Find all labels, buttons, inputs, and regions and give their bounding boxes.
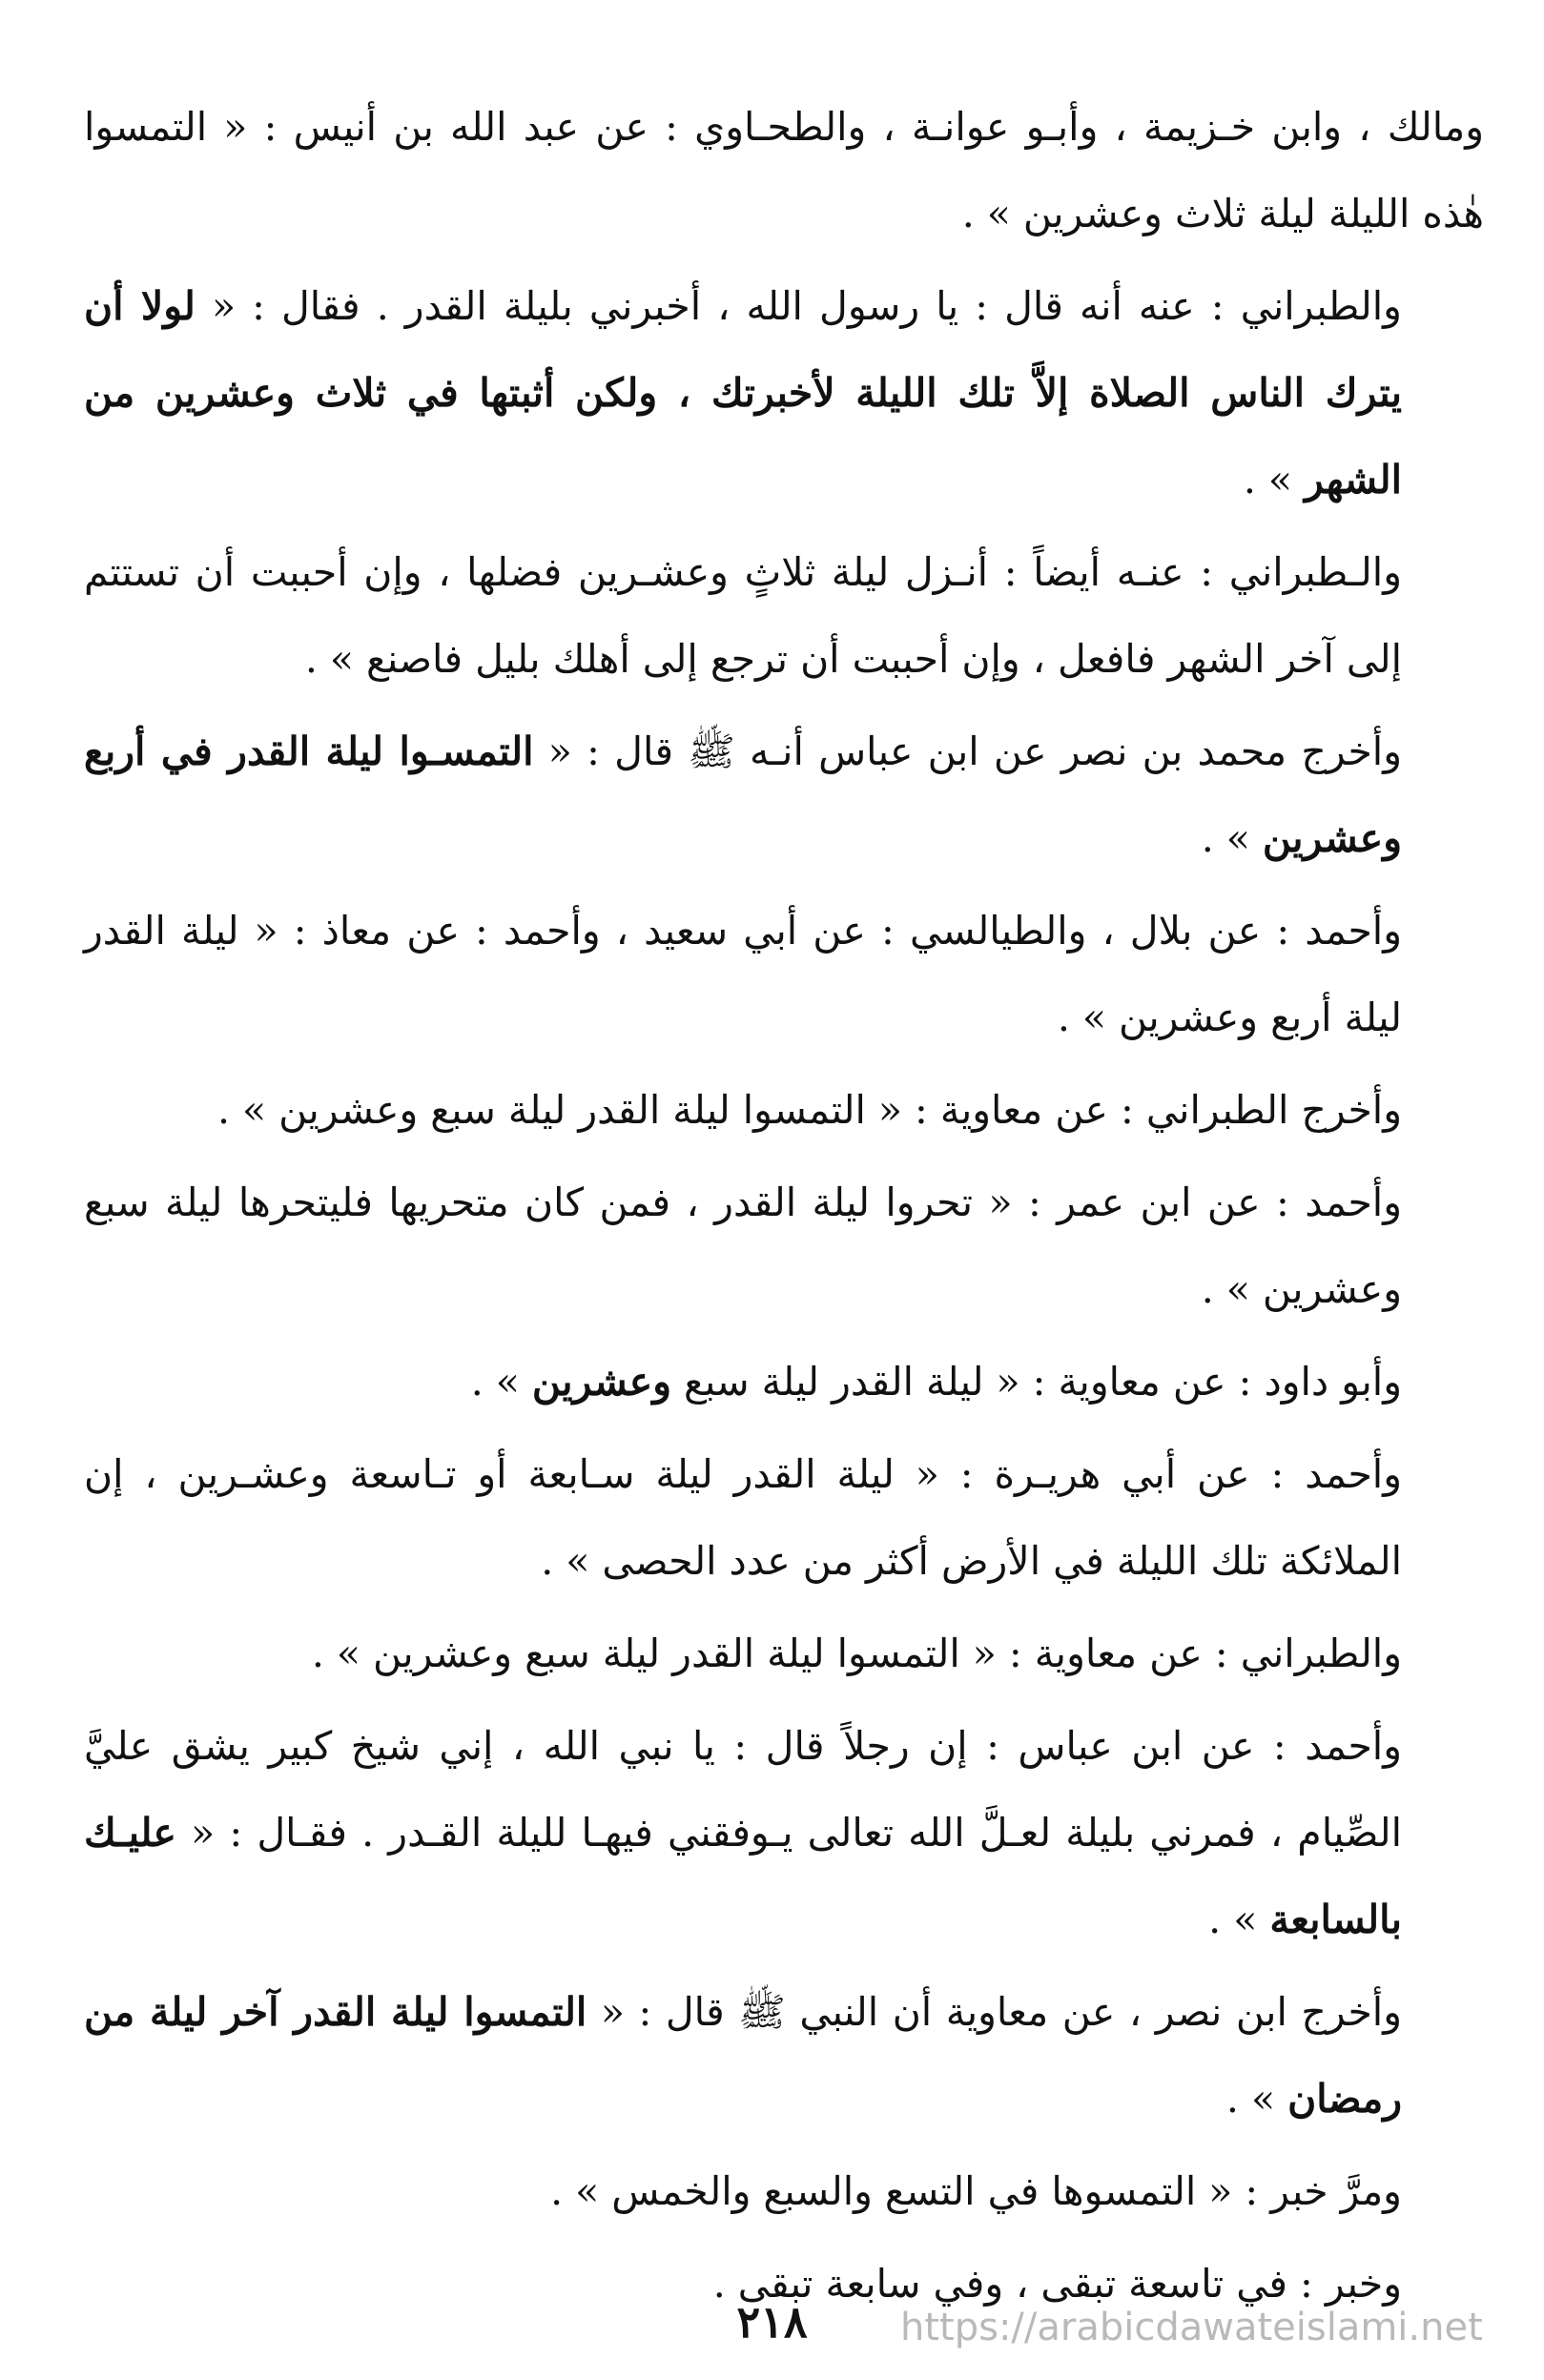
paragraph-4 — [84, 708, 1484, 882]
paragraph-11-bold-quote: عليـك بالسابعة — [84, 1810, 1402, 1942]
page-number: ٢١٨ — [736, 2296, 808, 2348]
paragraph-9-text: وأحمد : عن أبي هريـرة : « ليلة القدر ليلة سـابعة أو تـاسعة وعشـرين ، إن الملائكة تلك الليلة في الأرض أكثر من عدد الحصى » . — [84, 1451, 1402, 1584]
paragraph-11-text-b: » . — [1208, 1897, 1270, 1942]
paragraph-10-text: والطبراني : عن معاوية : « التمسوا ليلة القدر ليلة سبع وعشرين » . — [311, 1631, 1402, 1676]
paragraph-1-text: ومالك ، وابن خـزيمة ، وأبـو عوانـة ، والطحـاوي : عن عبد الله بن أنيس : « التمسوا هٰذه الليلة ليلة ثلاث وعشرين » . — [84, 104, 1485, 236]
paragraph-4-text-a: وأخرج محمد بن نصر عن ابن عباس أنـه ﷺ قال : « — [533, 728, 1402, 774]
paragraph-11-text-a: وأحمد : عن ابن عباس : إن رجلاً قال : يا نبي الله ، إني شيخ كبير يشق عليَّ الصِّيام ، فمرني بليلة لعـلَّ الله تعالى يـوفقني فيهـا لليلة القـدر . فقـال : « — [84, 1723, 1402, 1856]
paragraph-3 — [84, 529, 1484, 703]
paragraph-2-text-b: » . — [1243, 457, 1306, 503]
paragraph-8 — [84, 1339, 1484, 1426]
paragraph-7-text: وأحمد : عن ابن عمر : « تحروا ليلة القدر ، فمن كان متحريها فليتحرها ليلة سبع وعشرين » . — [84, 1180, 1402, 1312]
paragraph-1 — [84, 84, 1484, 257]
paragraph-2 — [84, 263, 1484, 523]
paragraph-9 — [84, 1431, 1484, 1605]
paragraph-8-text-b: » . — [470, 1359, 532, 1405]
page-body — [84, 84, 1484, 2333]
paragraph-4-bold-quote: التمسـوا ليلة القدر في أربع وعشرين — [84, 728, 1402, 861]
paragraph-12 — [84, 1969, 1484, 2143]
paragraph-14-text: وخبر : في تاسعة تبقى ، وفي سابعة تبقى . — [712, 2261, 1402, 2307]
paragraph-11 — [84, 1703, 1484, 1963]
paragraph-10 — [84, 1611, 1484, 1697]
paragraph-6 — [84, 1067, 1484, 1154]
paragraph-13 — [84, 2148, 1484, 2235]
paragraph-5 — [84, 888, 1484, 1061]
paragraph-12-text-b: » . — [1225, 2076, 1288, 2122]
paragraph-2-bold-quote: لولا أن يترك الناس الصلاة إلاَّ تلك الليلة لأخبرتك ، ولكن أثبتها في ثلاث وعشرين من الشهر — [84, 283, 1402, 503]
paragraph-12-text-a: وأخرج ابن نصر ، عن معاوية أن النبي ﷺ قال : « — [587, 1989, 1402, 2035]
paragraph-3-text: والـطبراني : عنـه أيضاً : أنـزل ليلة ثلاثٍ وعشـرين فضلها ، وإن أحببت أن تستتم إلى آخر الشهر فافعل ، وإن أحببت أن ترجع إلى أهلك بليل فاصنع » . — [84, 549, 1402, 682]
watermark-url: https://arabicdawateislami.net — [900, 2306, 1483, 2349]
paragraph-12-bold-quote: التمسوا ليلة القدر آخر ليلة من رمضان — [84, 1989, 1402, 2122]
paragraph-13-text: ومرَّ خبر : « التمسوها في التسع والسبع والخمس » . — [550, 2168, 1402, 2214]
paragraph-2-text-a: والطبراني : عنه أنه قال : يا رسول الله ، أخبرني بليلة القدر . فقال : « — [195, 283, 1402, 329]
paragraph-4-text-b: » . — [1201, 815, 1263, 861]
paragraph-6-text: وأخرج الطبراني : عن معاوية : « التمسوا ليلة القدر ليلة سبع وعشرين » . — [216, 1087, 1402, 1133]
paragraph-8-text-a: وأبو داود : عن معاوية : « ليلة القدر ليلة سبع — [671, 1359, 1402, 1405]
paragraph-5-text: وأحمد : عن بلال ، والطيالسي : عن أبي سعيد ، وأحمد : عن معاذ : « ليلة القدر ليلة أربع وعشرين » . — [84, 908, 1402, 1040]
paragraph-8-bold-word: وعشرين — [531, 1359, 671, 1405]
paragraph-7 — [84, 1159, 1484, 1333]
